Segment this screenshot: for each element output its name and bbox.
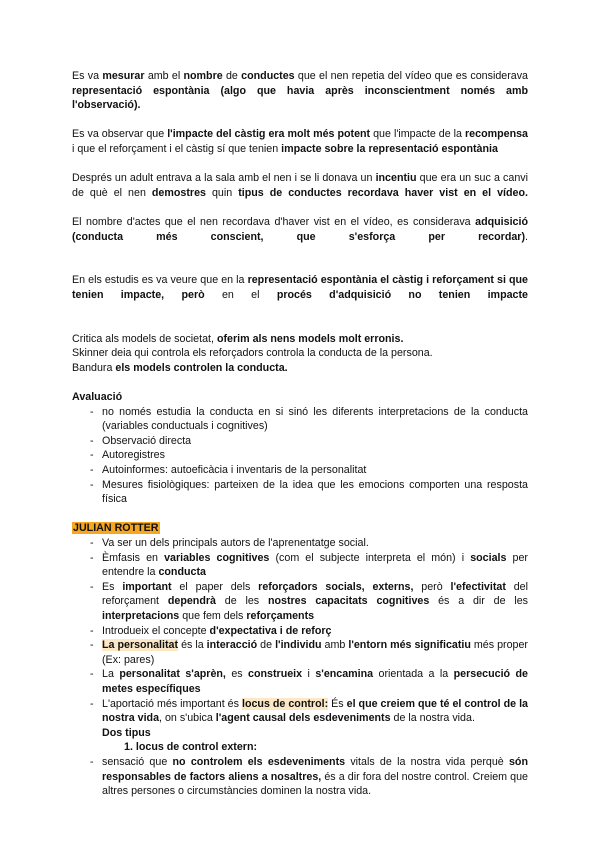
list-item: - L'aportació més important és locus de control: És el que creiem que té el control de la nostra vida, on s'ubica l'agent causal dels esdeveniments de la nostra vida. Dos tipus xyxy=(72,697,528,741)
paragraph-estudis: En els estudis es va veure que en la representació espontània el càstig i reforçament si que tenien impacte, però en el procés d'adquisició no tenien impacte xyxy=(72,274,528,301)
avaluacio-list xyxy=(72,405,528,507)
section-heading-rotter: JULIAN ROTTER xyxy=(73,522,159,535)
section-heading-avaluacio: Avaluació xyxy=(72,391,123,404)
paragraph-adquisicio: El nombre d'actes que el nen recordava d'haver vist en el vídeo, es considerava adquisició (conducta més conscient, que s'esforça per recordar). xyxy=(72,215,528,243)
list-item: - sensació que no controlem els esdeveniments vitals de la nostra vida perquè són responsables de factors aliens a nosaltres, és a dir fora del nostre control. Creiem que altres persones o circumstàncies dominen la nostra vida. xyxy=(72,755,528,799)
list-item: - Es important el paper dels reforçadors socials, externs, però l'efectivitat del reforçament dependrà de les nostres capacitats cognitives és a dir de les interpretacions que fem dels reforçaments xyxy=(72,580,528,624)
paragraph-skinner: Skinner deia qui controla els reforçadors controla la conducta de la persona. xyxy=(72,347,433,360)
list-item: - no només estudia la conducta en si sinó les diferents interpretacions de la conducta (variables conductuals i cognitives) xyxy=(72,405,528,434)
rotter-list xyxy=(72,536,528,740)
list-item: - La personalitat és la interacció de l'individu amb l'entorn més significatiu més proper (Ex: pares) xyxy=(72,638,528,667)
list-item: - Va ser un dels principals autors de l'aprenentatge social. xyxy=(72,536,528,551)
paragraph-critica: Critica als models de societat, oferim als nens models molt erronis. xyxy=(72,332,404,345)
numbered-item-locus-extern: 1. locus de control extern: xyxy=(124,741,258,754)
rotter-list-continued xyxy=(72,755,528,799)
paragraph-mesura: Es va mesurar amb el nombre de conductes que el nen repetia del vídeo que es considerava representació espontània (algo que havia après inconscientment només amb l'observació). xyxy=(72,70,529,112)
paragraph-incentiu: Després un adult entrava a la sala amb el nen i se li donava un incentiu que era un suc a canvi de què el nen demostres quin tipus de conductes recordava haver vist en el vídeo. xyxy=(72,172,528,199)
document-body xyxy=(72,69,528,799)
paragraph-bandura: Bandura els models controlen la conducta. xyxy=(72,361,288,374)
list-item: - Autoinformes: autoeficàcia i inventaris de la personalitat xyxy=(72,463,528,478)
list-item: - Mesures fisiològiques: parteixen de la idea que les emocions comporten una resposta física xyxy=(72,478,528,507)
list-item: - Observació directa xyxy=(72,434,528,449)
list-item: - La personalitat s'aprèn, es construeix i s'encamina orientada a la persecució de metes específiques xyxy=(72,667,528,696)
list-item: - Introdueix el concepte d'expectativa i de reforç xyxy=(72,624,528,639)
list-item: - Autoregistres xyxy=(72,448,528,463)
paragraph-impacte-castig: Es va observar que l'impacte del càstig era molt més potent que l'impacte de la recompensa i que el reforçament i el càstig sí que tenien impacte sobre la representació espontània xyxy=(72,128,528,155)
list-item: - Èmfasis en variables cognitives (com el subjecte interpreta el món) i socials per entendre la conducta xyxy=(72,551,528,580)
